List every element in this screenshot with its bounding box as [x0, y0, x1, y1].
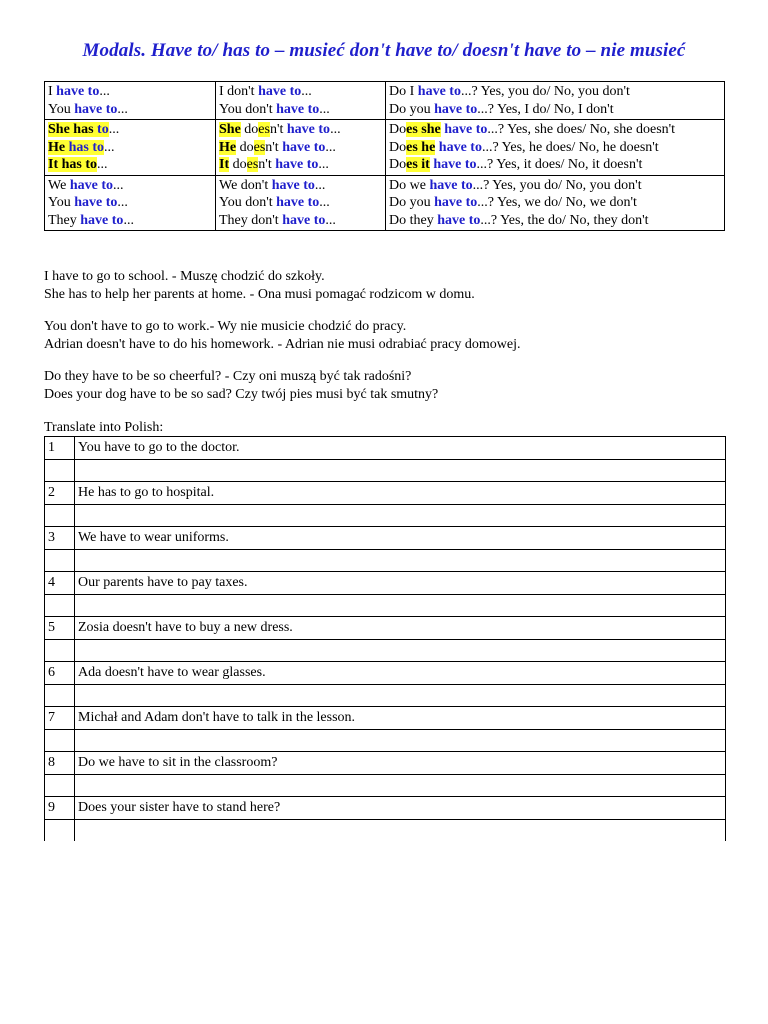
conjugation-line [219, 139, 382, 157]
conjugation-cell [386, 175, 725, 231]
text-segment: es he [406, 139, 436, 155]
conjugation-line [389, 212, 721, 230]
exercise-row [45, 482, 726, 505]
answer-field[interactable] [75, 594, 726, 617]
text-segment: ... [123, 212, 134, 228]
exercise-row [45, 797, 726, 820]
text-segment: to [97, 122, 109, 137]
text-segment: ...? Yes, you do/ No, you don't [460, 84, 630, 99]
text-segment: You [48, 101, 75, 117]
conjugation-line [389, 194, 721, 212]
text-segment: ... [319, 195, 330, 210]
text-segment: He [48, 139, 69, 155]
text-segment: Do [389, 139, 407, 155]
answer-field[interactable] [75, 774, 726, 797]
text-segment: es it [406, 157, 430, 172]
conjugation-cell [386, 120, 725, 176]
exercise-sentence: Does your sister have to stand here? [75, 797, 726, 820]
answer-number-cell [45, 549, 75, 572]
answer-field[interactable] [75, 459, 726, 482]
text-segment: have to [417, 84, 461, 99]
conjugation-line [219, 156, 382, 174]
text-segment: es [246, 157, 259, 172]
exercise-sentence: Our parents have to pay taxes. [75, 572, 726, 595]
exercise-number: 3 [45, 527, 75, 550]
conjugation-line [219, 101, 382, 119]
conjugation-table [44, 81, 725, 231]
conjugation-cell [216, 82, 386, 120]
text-segment: n't [258, 157, 276, 172]
text-segment: have to [276, 195, 320, 210]
example-sentence: Adrian doesn't have to do his homework. - Adrian nie musi odrabiać pracy domowej. [44, 336, 521, 352]
text-segment: ... [314, 177, 326, 193]
conjugation-row [45, 82, 725, 120]
text-segment: Do [389, 157, 407, 172]
answer-number-cell [45, 459, 75, 482]
conjugation-line [48, 177, 212, 195]
exercise-row [45, 437, 726, 460]
text-segment: They don't [219, 212, 283, 228]
conjugation-line [48, 83, 212, 101]
text-segment: has to [68, 139, 105, 155]
conjugation-line [389, 101, 721, 119]
conjugation-line [48, 139, 212, 157]
conjugation-line [219, 121, 382, 139]
answer-row [45, 504, 726, 527]
text-segment: ... [330, 122, 341, 137]
text-segment: have to [434, 195, 478, 210]
answer-number-cell [45, 504, 75, 527]
text-segment: It [219, 157, 230, 172]
text-segment: Do we [389, 177, 430, 193]
answer-row [45, 729, 726, 752]
exercise-sentence: Michał and Adam don't have to talk in the lesson. [75, 707, 726, 730]
answer-row [45, 639, 726, 662]
exercise-sentence: He has to go to hospital. [75, 482, 726, 505]
text-segment: ...? Yes, you do/ No, you don't [472, 177, 642, 193]
exercise-sentence: Do we have to sit in the classroom? [75, 752, 726, 775]
exercise-row [45, 707, 726, 730]
text-segment: ... [325, 212, 336, 228]
conjugation-line [48, 101, 212, 119]
text-segment: ... [99, 84, 110, 99]
text-segment: It has to [48, 157, 98, 172]
text-segment: He [219, 139, 237, 155]
text-segment: have to [80, 212, 124, 228]
exercise-number: 7 [45, 707, 75, 730]
text-segment: have to [286, 122, 331, 137]
text-segment: have to [437, 212, 481, 228]
text-segment: ...? Yes, we do/ No, we don't [477, 195, 637, 210]
text-segment: ...? Yes, I do/ No, I don't [477, 101, 614, 117]
exercise-row [45, 617, 726, 640]
text-segment: Do I [389, 84, 418, 99]
text-segment: have to [433, 157, 477, 172]
text-segment: She has [48, 122, 98, 137]
answer-number-cell [45, 684, 75, 707]
exercise-number: 1 [45, 437, 75, 460]
text-segment: ... [301, 84, 312, 99]
text-segment: have to [258, 84, 302, 99]
text-segment: es [253, 139, 266, 155]
answer-row [45, 684, 726, 707]
text-segment: You don't [219, 195, 277, 210]
conjugation-line [219, 83, 382, 101]
text-segment: have to [438, 139, 482, 155]
text-segment: Do they [389, 212, 438, 228]
conjugation-line [48, 194, 212, 212]
text-segment: She [219, 122, 241, 137]
example-sentences [44, 268, 520, 418]
text-segment: do [229, 157, 247, 172]
conjugation-cell [45, 82, 216, 120]
text-segment: ... [318, 157, 329, 172]
conjugation-cell [216, 175, 386, 231]
example-paragraph [44, 368, 520, 403]
exercise-row [45, 527, 726, 550]
example-sentence: Do they have to be so cheerful? - Czy oni muszą być tak radośni? [44, 369, 412, 384]
exercise-sentence: You have to go to the doctor. [75, 437, 726, 460]
exercise-sentence: Ada doesn't have to wear glasses. [75, 662, 726, 685]
translation-table [44, 436, 726, 841]
answer-row [45, 549, 726, 572]
text-segment: have to [282, 139, 326, 155]
exercise-number: 9 [45, 797, 75, 820]
text-segment: have to [74, 195, 118, 210]
text-segment: have to [282, 212, 326, 228]
text-segment: We [48, 177, 70, 193]
exercise-row [45, 662, 726, 685]
conjugation-line [219, 177, 382, 195]
text-segment: ... [325, 139, 336, 155]
conjugation-row [45, 175, 725, 231]
answer-field[interactable] [75, 729, 726, 752]
text-segment: have to [434, 101, 478, 117]
conjugation-cell [216, 120, 386, 176]
text-segment: ... [117, 101, 128, 117]
conjugation-line [389, 83, 721, 101]
answer-row [45, 459, 726, 482]
conjugation-line [219, 212, 382, 230]
text-segment: have to [429, 177, 473, 193]
text-segment: ...? Yes, the do/ No, they don't [480, 212, 649, 228]
text-segment: have to [69, 177, 113, 193]
answer-number-cell [45, 774, 75, 797]
text-segment: have to [444, 122, 488, 137]
text-segment: You [48, 195, 75, 210]
text-segment: have to [56, 84, 100, 99]
conjugation-line [389, 121, 721, 139]
conjugation-line [219, 194, 382, 212]
text-segment: They [48, 212, 81, 228]
text-segment: Do you [389, 101, 435, 117]
answer-row [45, 774, 726, 797]
exercise-number: 5 [45, 617, 75, 640]
exercise-row [45, 572, 726, 595]
conjugation-line [389, 139, 721, 157]
text-segment: ...? Yes, she does/ No, she doesn't [487, 122, 676, 137]
example-paragraph [44, 318, 520, 353]
conjugation-cell [45, 120, 216, 176]
text-segment: es [258, 122, 270, 137]
text-segment: have to [74, 101, 118, 117]
text-segment: I don't [219, 84, 259, 99]
conjugation-line [48, 212, 212, 230]
conjugation-line [48, 121, 212, 139]
text-segment: ... [117, 195, 128, 210]
exercise-row [45, 752, 726, 775]
answer-row [45, 594, 726, 617]
example-sentence: Does your dog have to be so sad? Czy twój pies musi być tak smutny? [44, 386, 439, 402]
conjugation-line [48, 156, 212, 174]
answer-number-cell [45, 729, 75, 752]
conjugation-cell [386, 82, 725, 120]
text-segment: ... [108, 122, 120, 137]
answer-field[interactable] [75, 639, 726, 662]
example-sentence: She has to help her parents at home. - Ona musi pomagać rodzicom w domu. [44, 286, 475, 302]
answer-field[interactable] [75, 819, 726, 841]
exercise-title: Translate into Polish: [44, 420, 164, 435]
text-segment: do [236, 139, 254, 155]
conjugation-line [389, 177, 721, 195]
example-sentence: You don't have to go to work.- Wy nie musicie chodzić do pracy. [44, 319, 407, 334]
text-segment: Do you [389, 195, 435, 210]
text-segment: ... [112, 177, 124, 193]
answer-number-cell [45, 594, 75, 617]
conjugation-line [389, 156, 721, 174]
text-segment: have to [275, 157, 319, 172]
answer-field[interactable] [75, 684, 726, 707]
text-segment: have to [276, 101, 320, 117]
exercise-number: 2 [45, 482, 75, 505]
conjugation-cell [45, 175, 216, 231]
text-segment: I [48, 84, 57, 99]
text-segment: We don't [219, 177, 272, 193]
exercise-number: 8 [45, 752, 75, 775]
answer-number-cell [45, 819, 75, 841]
text-segment: You don't [219, 101, 277, 117]
text-segment: ... [97, 157, 108, 172]
answer-number-cell [45, 639, 75, 662]
text-segment: ... [104, 139, 115, 155]
conjugation-row [45, 120, 725, 176]
text-segment: n't [269, 122, 287, 137]
example-sentence: I have to go to school. - Muszę chodzić do szkoły. [44, 269, 325, 284]
exercise-sentence: Zosia doesn't have to buy a new dress. [75, 617, 726, 640]
text-segment: ...? Yes, it does/ No, it doesn't [476, 157, 643, 172]
text-segment: Do [389, 122, 407, 137]
text-segment: do [240, 122, 259, 137]
answer-field[interactable] [75, 504, 726, 527]
page-title: Modals. Have to/ has to – musieć don't have to/ doesn't have to – nie musieć [82, 40, 686, 61]
exercise-number: 6 [45, 662, 75, 685]
example-paragraph [44, 268, 520, 303]
text-segment: es she [406, 122, 441, 137]
text-segment: have to [271, 177, 315, 193]
exercise-number: 4 [45, 572, 75, 595]
text-segment: ... [319, 101, 330, 117]
exercise-sentence: We have to wear uniforms. [75, 527, 726, 550]
answer-row [45, 819, 726, 841]
text-segment: ...? Yes, he does/ No, he doesn't [481, 139, 659, 155]
text-segment: n't [265, 139, 283, 155]
answer-field[interactable] [75, 549, 726, 572]
